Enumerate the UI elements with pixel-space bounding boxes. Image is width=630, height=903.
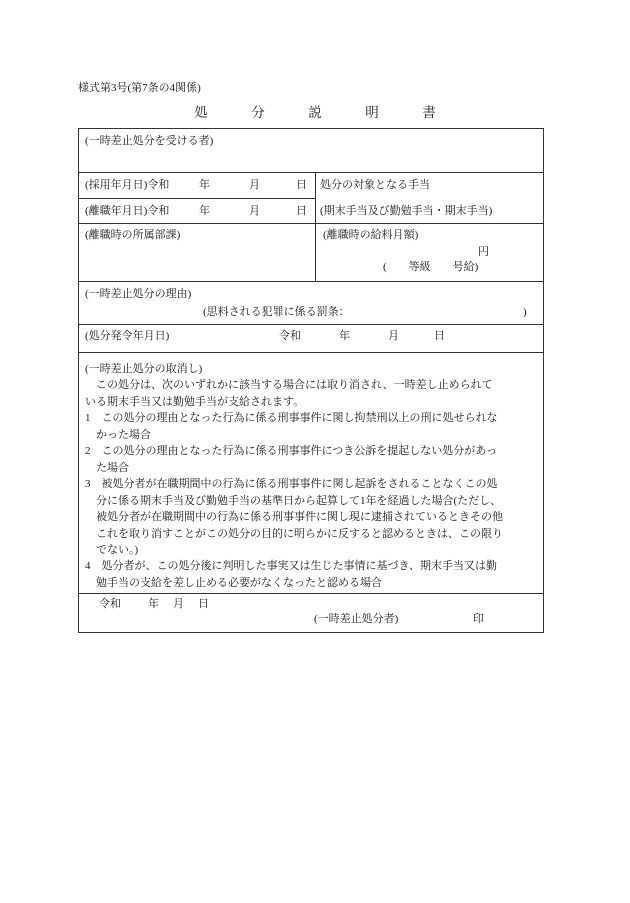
cancellation-line: いる期末手当又は勤勉手当が支給されます。 [85, 395, 305, 408]
cancellation-line: 被処分者が在職期間中の行為に係る刑事事件に関し現に逮捕されているときその他 [85, 511, 503, 524]
department-label: (離職時の所属部課) [85, 229, 181, 241]
gridline-reason-bottom [79, 324, 543, 325]
signature-day-label: 日 [198, 598, 209, 610]
hire-month-label: 月 [249, 179, 260, 191]
penal-clause-close-paren: ) [523, 306, 527, 318]
issue-day-label: 日 [434, 330, 445, 342]
cancellation-line: 4 処分者が、この処分後に判明した事実又は生じた事情に基づき、期末手当又は勤 [85, 560, 498, 573]
cancellation-line: この処分は、次のいずれかに該当する場合には取り消され、一時差し止められて [85, 379, 493, 392]
seal-mark: 印 [473, 613, 484, 625]
penal-clause-label: (思料される犯罪に係る罰条： [203, 306, 350, 318]
salary-label: (離職時の給料月額) [323, 229, 419, 241]
gridline-issuedate-bottom [79, 352, 543, 353]
cancellation-line: 勉手当の支給を差し止める必要がなくなったと認める場合 [85, 576, 382, 589]
gridline-row3-bottom [79, 223, 543, 224]
cancellation-line: (一時差止処分の取消し) [85, 363, 203, 375]
gridline-cancellation-bottom [79, 593, 543, 594]
recipient-label: (一時差止処分を受ける者) [85, 135, 214, 147]
reason-label: (一時差止処分の理由) [85, 288, 192, 300]
form-number: 様式第3号(第7条の4関係) [78, 82, 201, 94]
form-table [78, 128, 544, 633]
hire-year-label: 年 [199, 179, 210, 191]
signature-era-label: 令和 [99, 598, 121, 610]
resign-day-label: 日 [296, 205, 307, 217]
hire-day-label: 日 [296, 179, 307, 191]
cancellation-line: これを取り消すことがこの処分の目的に明らかに反すると認めるときは、この限り [85, 527, 503, 540]
gridline-hire-resign-divider [79, 198, 315, 199]
gridline-vertical-divider [315, 172, 316, 282]
document-title: 処 分 説 明 書 [194, 105, 451, 120]
cancellation-section [85, 361, 539, 591]
cancellation-line: た場合 [85, 461, 129, 474]
cancellation-line: 1 この処分の理由となった行為に係る刑事事件に関し拘禁刑以上の刑に処せられな [85, 412, 498, 425]
cancellation-line: 2 この処分の理由となった行為に係る刑事事件につき公訴を提起しない処分があっ [85, 445, 498, 458]
issue-month-label: 月 [388, 330, 399, 342]
cancellation-line: かった場合 [85, 428, 151, 441]
salary-yen-unit: 円 [478, 246, 489, 258]
salary-grade-label: ( 等級 号給) [383, 261, 479, 273]
issue-date-label: (処分発令年月日) [85, 330, 170, 342]
cancellation-line: 分に係る期末手当及び勤勉手当の基準日から起算して1年を経過した場合(ただし、 [85, 494, 502, 507]
issue-era-label: 令和 [279, 330, 301, 342]
gridline-row4-bottom [79, 281, 543, 282]
signer-label: (一時差止処分者) [314, 613, 399, 625]
resign-date-label: (離職年月日)令和 [85, 205, 170, 217]
signature-year-label: 年 [148, 598, 159, 610]
target-allowance-title: 処分の対象となる手当 [320, 179, 430, 191]
cancellation-line: でない。) [85, 543, 139, 556]
signature-month-label: 月 [173, 598, 184, 610]
cancellation-line: 3 被処分者が在職期間中の行為に係る刑事事件に関し起訴をされることなくこの処 [85, 478, 498, 491]
hire-date-label: (採用年月日)令和 [85, 179, 170, 191]
target-allowance-detail: (期末手当及び勤勉手当・期末手当) [320, 205, 493, 217]
issue-year-label: 年 [339, 330, 350, 342]
resign-year-label: 年 [199, 205, 210, 217]
gridline-row1-bottom [79, 172, 543, 173]
resign-month-label: 月 [249, 205, 260, 217]
